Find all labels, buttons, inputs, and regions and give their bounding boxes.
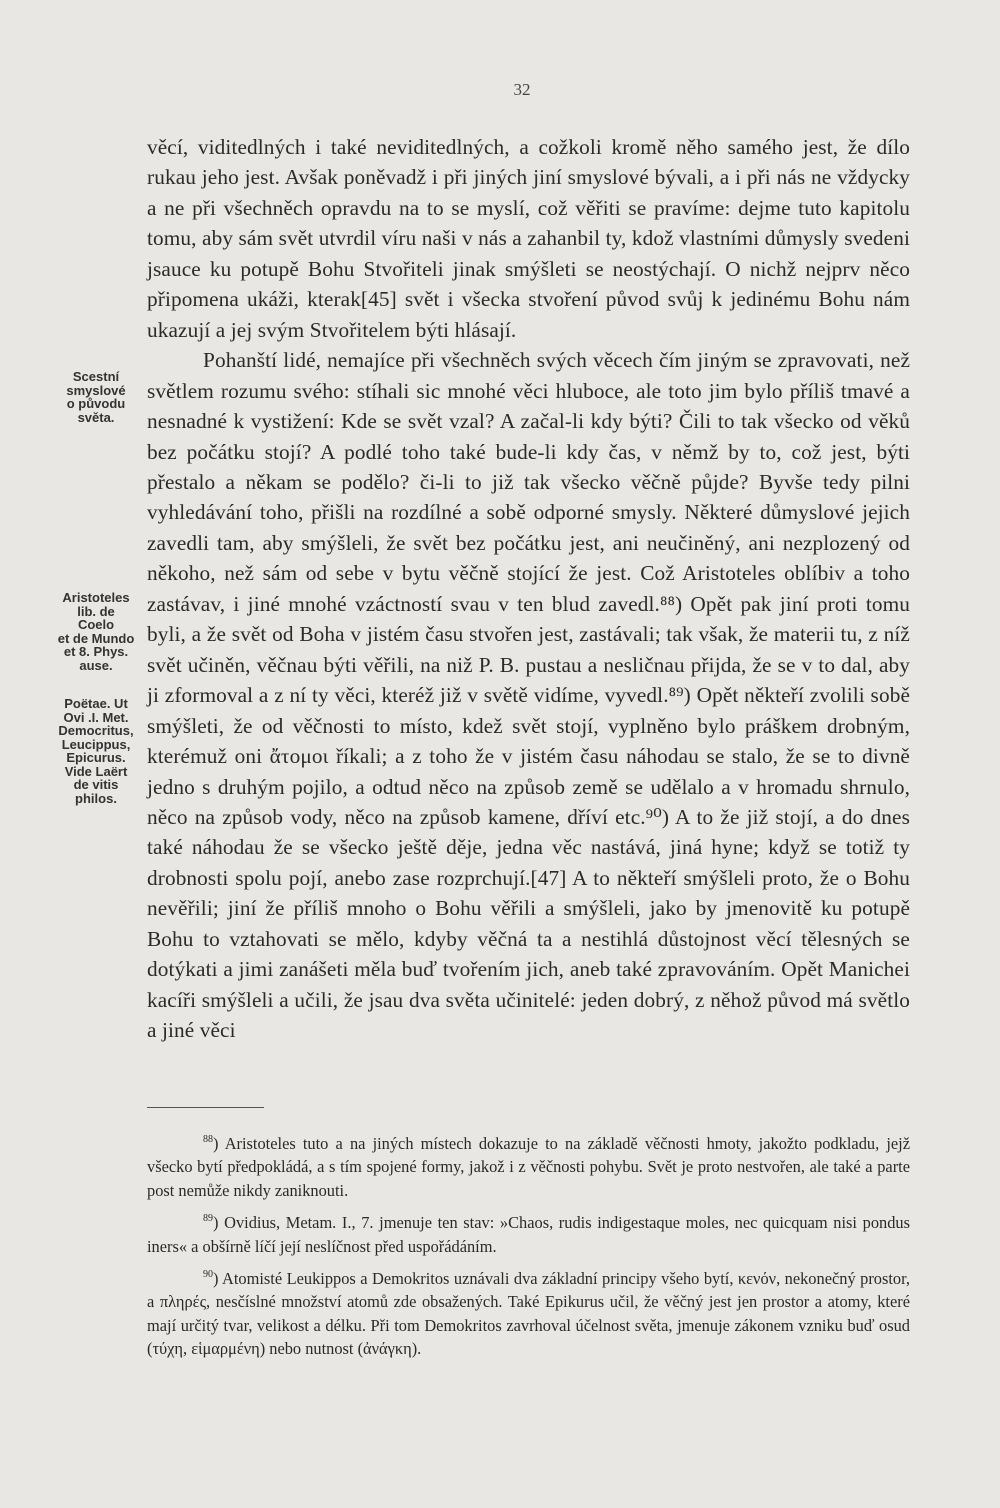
footnote-text: ) Aristoteles tuto a na jiných místech dokazuje to na základě věčnosti hmoty, jakožto podkladu, jejž všecko bytí předpokládá, a s tím spojené formy, jakož i z věčnosti pohybu. Svět je proto nestvořen, ale také a parte post nemůže nikdy zaniknouti. [147, 1134, 910, 1200]
paragraph: Pohanští lidé, nemajíce při všechněch svých věcech čím jiným se zpravovati, než světlem rozumu svého: stíhali sic mnohé věci hluboce, ale toto jim bylo příliš tmavé a nesnadné k vystižení: Kde se svět vzal? A začal-li kdy býti? Čili to tak všecko od věků bez počátku stojí? A podlé toho také bude-li kdy čas, v němž by to, což jest, býti přestalo a někam se podělo? či-li to již tak všecko věčně půjde? Byvše tedy pilni vyhledávání toho, přišli na rozdílné a sobě odporné smysly. Některé důmyslové jejich zavedli tam, aby smýšleli, že svět bez počátku jest, ani neučiněný, ani nezplozený od někoho, než sám od sebe v bytu věčně stojící že jest. Což Aristoteles oblíbiv a toho zastávav, i jiné mnohé vzáctností svau v ten blud zavedl.⁸⁸) Opět pak jiní proti tomu byli, a že svět od Boha v jistém času stvořen jest, zastávali; tak však, že materii tu, z níž svět učiněn, věčnau býti věřili, na niž P. B. pustau a nesličnau přijda, že se v to dal, aby ji zformoval a z ní ty věci, kteréž již v světě vidíme, vyvedl.⁸⁹) Opět někteří zvolili sobě smýšleti, že od věčnosti to místo, kdež svět stojí, vyplněno bylo práškem drobným, kterémuž oni ἄτομοι říkali; a z toho že v jistém času náhodau se stalo, že se to divně jedno s druhým pojilo, a odtud něco na způsob země se udělalo a v hromadu shrnulo, něco na způsob vody, něco na způsob kamene, dříví etc.⁹⁰) A to že již stojí, a do dnes také náhodau že se všecko ještě děje, jedna věc nastává, jiná hyne; když se totiž ty drobnosti spolu pojí, anebo zase rozprchují.[47] A to někteří smýšleli proto, že o Bohu nevěřili; jiní že příliš mnoho o Bohu věřili a smýšleli, jako by jmenovitě ku potupě Bohu to vztahovati se mělo, kdyby věčná ta a nestihlá důstojnost věcí tělesných se dotýkati a jimi zanášeti měla buď tvořením jich, aneb také zpravováním. Opět Manichei kacíři smýšleli a učili, že jsau dva světa učinitelé: jeden dobrý, z něhož původ má světlo a jiné věci [147, 348, 910, 1043]
footnote-text: ) Atomisté Leukippos a Demokritos uznávali dva základní principy všeho bytí, κενόν, nekonečný prostor, a πληρές, nesčíslné množství atomů zde obsažených. Také Epikurus učil, že věčný jest jen prostor a atomy, které mají určitý tvar, velikost a délku. Při tom Demokritos zavrhoval účelnost světa, jmenuje zákonem vzniku buď osud (τύχη, εἱμαρμένη) nebo nutnost (ἀνάγκη). [147, 1269, 910, 1359]
page-number: 32 [513, 80, 531, 99]
footnote-88 [147, 1128, 910, 1202]
footnote-divider [147, 1107, 264, 1108]
footnote-90 [147, 1263, 910, 1361]
margin-note-poets-atomists: Poëtae. Ut Ovi .I. Met. Democritus, Leucippus, Epicurus. Vide Laërt de vitis philos. [58, 696, 134, 806]
margin-note-origin-of-world: Scestní smyslové o původu světa. [66, 369, 126, 425]
margin-note-aristoteles: Aristoteles lib. de Coelo et de Mundo et 8. Phys. ause. [57, 590, 135, 673]
footnotes [147, 1128, 910, 1366]
paragraph: věcí, viditedlných i také neviditedlných, a cožkoli kromě něho samého jest, že dílo rukau jeho jest. Avšak poněvadž i při jiných jiní smyslové bývali, a i při nás ne vždycky a ne při všechněch opravdu na to se myslí, což věřiti se pravíme: dejme tuto kapitolu tomu, aby sám svět utvrdil víru naši v nás a zahanbil ty, kdož vlastními důmysly svedeni jsauce ku potupě Bohu Stvořiteli jinak smýšleti se neostýchají. O nichž nejprv něco připomena ukáži, kterak[45] svět i všecka stvoření původ svůj k jedinému Bohu nám ukazují a jej svým Stvořitelem býti hlásají. [147, 135, 910, 342]
footnote-mark: 89 [203, 1213, 213, 1225]
footnote-text: ) Ovidius, Metam. I., 7. jmenuje ten stav: »Chaos, rudis indigestaque moles, nec quicquam nisi pondus iners« a obšírně líčí její neslíčnost před uspořádáním. [147, 1213, 910, 1256]
footnote-89 [147, 1207, 910, 1258]
footnote-mark: 90 [203, 1269, 213, 1281]
main-text [147, 132, 910, 1046]
footnote-mark: 88 [203, 1134, 213, 1145]
